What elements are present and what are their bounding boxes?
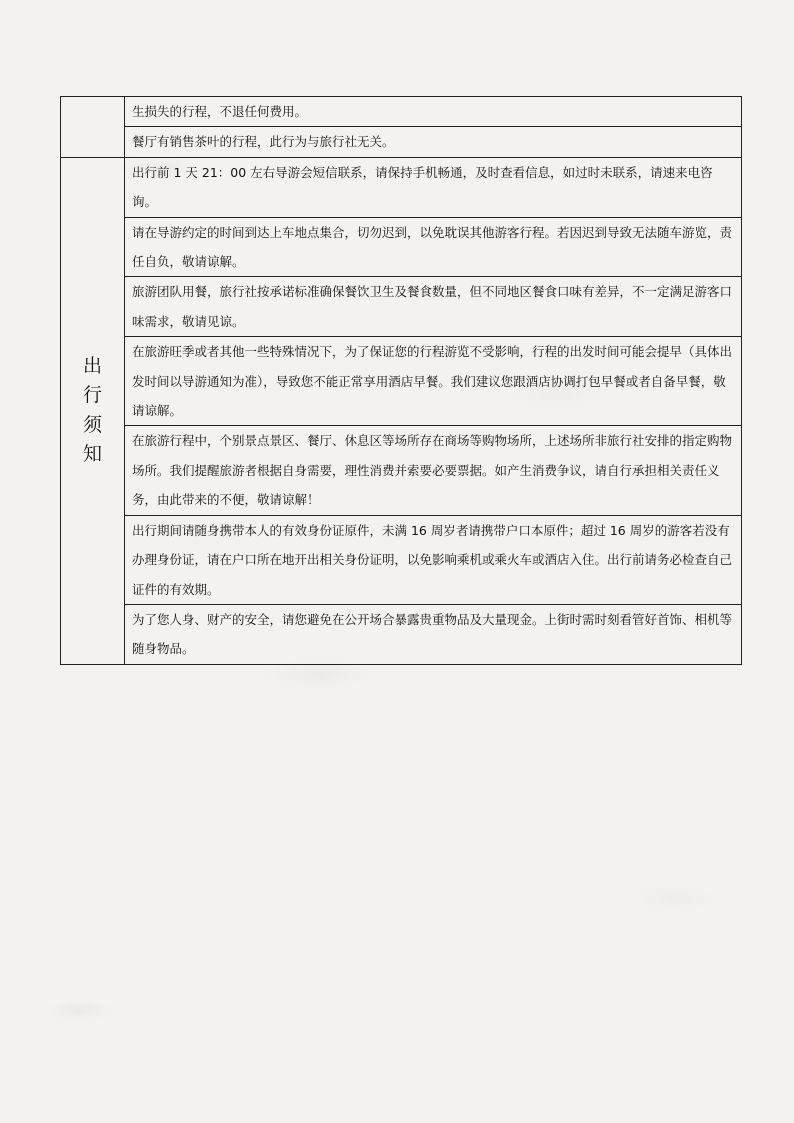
notice-text: 出行前 1 天 21：00 左右导游会短信联系，请保持手机畅通，及时查看信息，如过时未联系，请速来电咨询。 [125, 157, 742, 217]
notice-text: 在旅游旺季或者其他一些特殊情况下，为了保证您的行程游览不受影响，行程的出发时间可能会提早（具体出发时间以导游通知为准），导致您不能正常享用酒店早餐。我们建议您跟酒店协调打包早餐或者自备早餐，敬请谅解。 [125, 337, 742, 426]
continuation-label-cell [61, 97, 125, 158]
notice-text: 旅游团队用餐，旅行社按承诺标准确保餐饮卫生及餐食数量，但不同地区餐食口味有差异，不一定满足游客口味需求，敬请见谅。 [125, 277, 742, 337]
section-label-char: 须 [82, 413, 102, 436]
section-label-travel-notice [61, 157, 125, 664]
table-row [61, 277, 742, 337]
notice-table [60, 96, 742, 665]
table-row [61, 127, 742, 157]
notice-text: 生损失的行程，不退任何费用。 [125, 97, 742, 127]
table-row [61, 426, 742, 515]
section-label-char: 知 [82, 443, 102, 466]
notice-text: 请在导游约定的时间到达上车地点集合，切勿迟到，以免耽误其他游客行程。若因迟到导致无法随车游览，责任自负，敬请谅解。 [125, 217, 742, 277]
table-row [61, 217, 742, 277]
table-row [61, 97, 742, 127]
section-label-char: 行 [82, 384, 102, 407]
table-row [61, 604, 742, 664]
table-row [61, 157, 742, 217]
notice-text: 在旅游行程中，个别景点景区、餐厅、休息区等场所存在商场等购物场所，上述场所非旅行社安排的指定购物场所。我们提醒旅游者根据自身需要，理性消费并索要必要票据。如产生消费争议，请自行承担相关责任义务，由此带来的不便，敬请谅解！ [125, 426, 742, 515]
table-row [61, 515, 742, 604]
table-row [61, 337, 742, 426]
section-label-char: 出 [82, 354, 102, 377]
notice-text: 出行期间请随身携带本人的有效身份证原件，未满 16 周岁者请携带户口本原件；超过 16 周岁的游客若没有办理身份证，请在户口所在地开出相关身份证明，以免影响乘机或乘火车或酒店入住。出行前请务必检查自己证件的有效期。 [125, 515, 742, 604]
notice-text: 餐厅有销售茶叶的行程，此行为与旅行社无关。 [125, 127, 742, 157]
notice-text: 为了您人身、财产的安全，请您避免在公开场合暴露贵重物品及大量现金。上街时需时刻看管好首饰、相机等随身物品。 [125, 604, 742, 664]
